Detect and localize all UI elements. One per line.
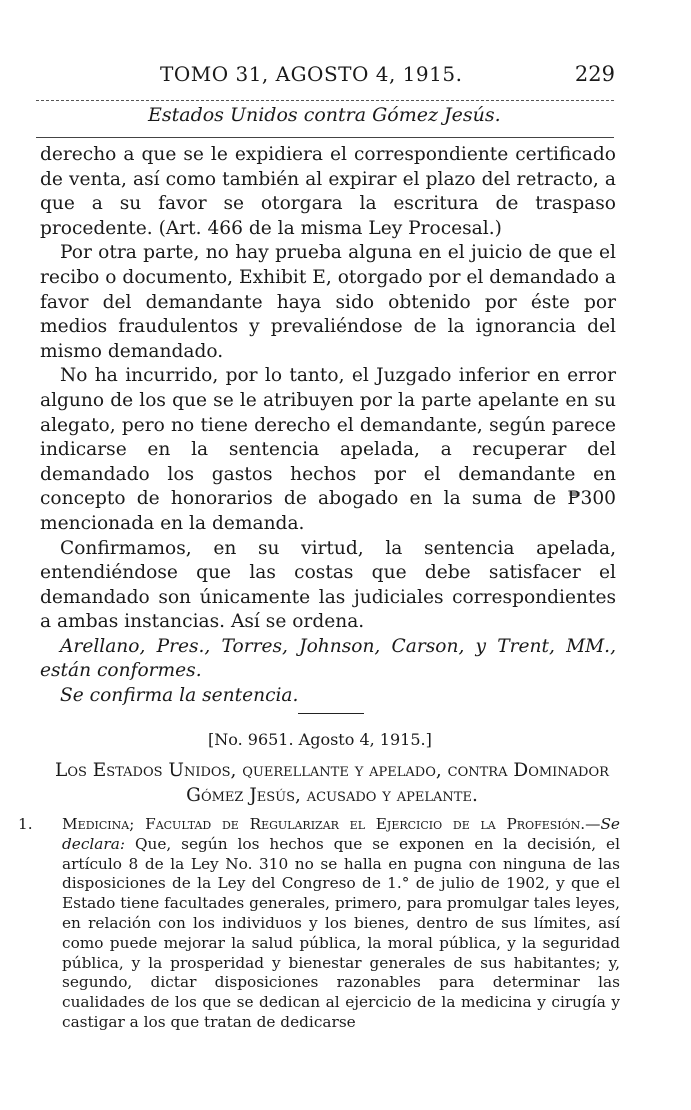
paragraph-2: Por otra parte, no hay prueba alguna en el juicio de que el recibo o documento, Exhibit E, otorgado por el demandado a favor del demandante haya sido obtenido por éste por medios fraudulentos y prevaliéndose de la ignorancia del mismo demandado. [40, 242, 616, 362]
disposition: Se confirma la sentencia. [60, 685, 299, 707]
syllabus-number: 1. [18, 815, 33, 833]
page-number: 229 [574, 62, 615, 86]
paragraph-4: Confirmamos, en su virtud, la sentencia apelada, entendiéndose que las costas que debe satisfacer el demandado son únicamente las judiciales correspondientes a ambas instancias. Así se ordena. [40, 537, 616, 633]
paragraph-1: derecho a que se le expidiera el correspondiente certificado de venta, así como también al expirar el plazo del retracto, a que a su favor se otorgara la escritura de traspaso procedente. (Art. 466 de la misma Ley Procesal.) [40, 144, 616, 239]
syllabus-text: Que, según los hechos que se exponen en la decisión, el artículo 8 de la Ley No. 310 no se halla en pugna con ninguna de las disposiciones de la Ley del Congreso de 1.° de julio de 1902, y que el Estado tiene facultades generales, primero, para promulgar tales leyes, en relación con los individuos y los bienes, dentro de sus límites, así como puede mejorar la salud pública, la moral pública, y la seguridad pública, y la prosperidad y bienestar generales de sus habitantes; y, segundo, dictar disposiciones razonables para determinar las cualidades de los que se dedican al ejercicio de la medicina y cirugía y castigar a los que tratan de dedicarse [62, 834, 620, 1031]
opinion-text [40, 143, 616, 709]
section-divider [298, 713, 364, 714]
syllabus-topic: Medicina; Facultad de Regularizar el Ejercicio de la Profesión. [62, 815, 586, 833]
concurrence-line: Arellano, Pres., Torres, Johnson, Carson, y Trent, MM., están conformes. [40, 635, 616, 682]
case-title: Los Estados Unidos, querellante y apelado, contra Dominador Gómez Jesús, acusado y apelante. [55, 760, 609, 806]
running-title: TOMO 31, AGOSTO 4, 1915. [160, 62, 463, 86]
syllabus [18, 815, 620, 1033]
case-number: [No. 9651. Agosto 4, 1915.] [208, 730, 432, 749]
paragraph-3: No ha incurrido, por lo tanto, el Juzgado inferior en error alguno de los que se le atribuyen por la parte apelante en su alegato, pero no tiene derecho el demandante, según parece indicarse en la sentencia apelada, a recuperar del demandado los gastos hechos por el demandante en concepto de honorarios de abogado en la suma de ₱300 mencionada en la demanda. [40, 365, 616, 534]
syllabus-lead: Se declara: [62, 815, 620, 853]
syllabus-item: 1. Medicina; Facultad de Regularizar el Ejercicio de la Profesión.—Se declara: Que, según los hechos que se exponen en la decisión, el artículo 8 de la Ley No. 310 no se halla en pugna con ninguna de las disposiciones de la Ley del Congreso de 1.° de julio de 1902, y que el Estado tiene facultades generales, primero, para promulgar tales leyes, en relación con los individuos y los bienes, dentro de sus límites, así como puede mejorar la salud pública, la moral pública, y la seguridad pública, y la prosperidad y bienestar generales de sus habitantes; y, segundo, dictar disposiciones razonables para determinar las cualidades de los que se dedican al ejercicio de la medicina y cirugía y castigar a los que tratan de dedicarse [18, 815, 620, 1031]
case-caption: Estados Unidos contra Gómez Jesús. [148, 104, 501, 126]
header-bottom-rule [36, 137, 614, 138]
header-rule [36, 100, 614, 101]
